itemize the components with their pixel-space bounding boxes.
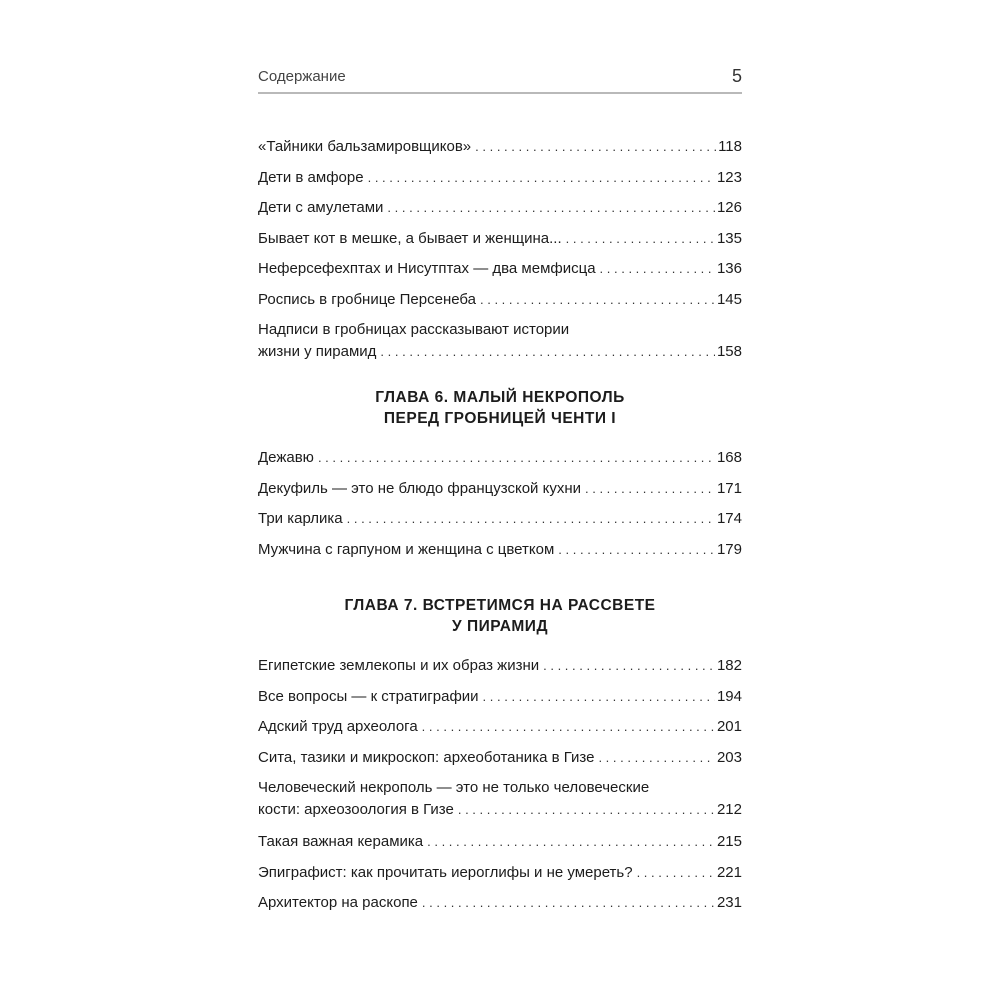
toc-entry-title: Бывает кот в мешке, а бывает и женщина... bbox=[258, 229, 562, 247]
toc-entry-title: Дети в амфоре bbox=[258, 168, 364, 186]
dot-leader bbox=[543, 655, 715, 677]
toc-entry bbox=[258, 228, 742, 259]
toc-entry bbox=[258, 716, 742, 747]
toc-entry bbox=[258, 319, 742, 363]
toc-entry-page: 118 bbox=[718, 138, 742, 155]
toc-entry-title: Три карлика bbox=[258, 510, 343, 527]
toc-entry bbox=[258, 777, 742, 821]
toc-entry bbox=[258, 136, 742, 167]
toc-entry-page: 179 bbox=[716, 540, 742, 558]
toc-entry-title: Мужчина с гарпуном и женщина с цветком bbox=[258, 540, 555, 558]
toc-entry-title: Декуфиль — это не блюдо французской кухни bbox=[258, 479, 581, 497]
toc-entry-page: 182 bbox=[716, 657, 742, 674]
dot-leader bbox=[558, 539, 715, 561]
toc-entry-title: Дети с амулетами bbox=[258, 199, 384, 216]
toc-entry-page: 203 bbox=[716, 748, 742, 766]
toc-entry-page: 201 bbox=[716, 718, 742, 735]
toc-entry-title-line1: Человеческий некрополь — это не только человеческие bbox=[258, 779, 650, 796]
toc-entry-title-line2: кости: археозоология в Гизе bbox=[258, 801, 454, 818]
toc-entry-title-line2: жизни у пирамид bbox=[258, 343, 377, 360]
toc-entry-page: 194 bbox=[716, 687, 742, 705]
chapter-heading-line1: ГЛАВА 6. МАЛЫЙ НЕКРОПОЛЬ bbox=[375, 389, 625, 406]
toc-entry-title: Неферсефехптах и Нисутптах — два мемфисца bbox=[258, 260, 596, 277]
toc-entry bbox=[258, 508, 742, 539]
chapter-heading-7 bbox=[258, 595, 742, 637]
toc-entry-line2 bbox=[258, 341, 742, 363]
dot-leader bbox=[380, 341, 715, 363]
running-title: Содержание bbox=[258, 68, 346, 85]
toc-entry-line2 bbox=[258, 799, 742, 821]
dot-leader bbox=[422, 892, 715, 914]
toc-entry-page: 126 bbox=[716, 199, 742, 216]
chapter-heading-line2: ПЕРЕД ГРОБНИЦЕЙ ЧЕНТИ I bbox=[383, 410, 617, 427]
dot-leader bbox=[318, 447, 715, 469]
toc-entry-title: Такая важная керамика bbox=[258, 833, 424, 850]
toc-entry bbox=[258, 892, 742, 923]
running-header bbox=[258, 62, 742, 94]
toc-entry-page: 145 bbox=[716, 290, 742, 308]
dot-leader bbox=[427, 831, 715, 853]
toc-entry-page: 158 bbox=[716, 343, 742, 360]
dot-leader bbox=[566, 228, 715, 250]
toc-entry-page: 136 bbox=[716, 260, 742, 277]
toc-entry-page: 135 bbox=[716, 229, 742, 247]
toc-entry-page: 174 bbox=[716, 510, 742, 527]
toc-entry bbox=[258, 197, 742, 228]
toc-entry-page: 168 bbox=[716, 449, 742, 466]
chapter-heading-6 bbox=[258, 387, 742, 429]
toc-entry bbox=[258, 831, 742, 862]
toc-entry bbox=[258, 539, 742, 570]
dot-leader bbox=[637, 862, 715, 884]
toc-entry bbox=[258, 747, 742, 778]
toc-section-chapter6 bbox=[258, 447, 742, 569]
toc-entry-title: Эпиграфист: как прочитать иероглифы и не умереть? bbox=[258, 863, 633, 881]
toc-page bbox=[258, 62, 742, 923]
toc-entry-title: Все вопросы — к стратиграфии bbox=[258, 687, 479, 705]
toc-entry bbox=[258, 862, 742, 893]
toc-entry-title: Архитектор на раскопе bbox=[258, 894, 418, 911]
dot-leader bbox=[422, 716, 715, 738]
toc-entry-title: Роспись в гробнице Персенеба bbox=[258, 290, 477, 308]
dot-leader bbox=[483, 686, 715, 708]
toc-entry bbox=[258, 686, 742, 717]
toc-section-intro bbox=[258, 136, 742, 363]
toc-entry bbox=[258, 289, 742, 320]
toc-entry-title-line1: Надписи в гробницах рассказывают истории bbox=[258, 321, 570, 338]
dot-leader bbox=[480, 289, 715, 311]
dot-leader bbox=[598, 747, 715, 769]
dot-leader bbox=[600, 258, 715, 280]
toc-entry bbox=[258, 655, 742, 686]
toc-entry-page: 171 bbox=[716, 479, 742, 497]
toc-entry-title: Сита, тазики и микроскоп: археоботаника в Гизе bbox=[258, 748, 595, 766]
toc-entry-title: «Тайники бальзамировщиков» bbox=[258, 138, 472, 155]
toc-entry-title: Египетские землекопы и их образ жизни bbox=[258, 657, 540, 674]
toc-entry-page: 231 bbox=[716, 894, 742, 911]
dot-leader bbox=[475, 136, 716, 158]
toc-entry-page: 212 bbox=[716, 801, 742, 818]
toc-entry-title: Дежавю bbox=[258, 449, 314, 466]
toc-entry bbox=[258, 167, 742, 198]
dot-leader bbox=[387, 197, 715, 219]
dot-leader bbox=[368, 167, 715, 189]
toc-section-chapter7 bbox=[258, 655, 742, 923]
toc-entry-page: 221 bbox=[716, 863, 742, 881]
dot-leader bbox=[347, 508, 715, 530]
toc-entry bbox=[258, 258, 742, 289]
dot-leader bbox=[458, 799, 715, 821]
toc-entry bbox=[258, 447, 742, 478]
dot-leader bbox=[585, 478, 715, 500]
toc-entry bbox=[258, 478, 742, 509]
toc-entry-page: 123 bbox=[716, 168, 742, 186]
toc-entry-title: Адский труд археолога bbox=[258, 718, 418, 735]
toc-entry-page: 215 bbox=[716, 833, 742, 850]
chapter-heading-line1: ГЛАВА 7. ВСТРЕТИМСЯ НА РАССВЕТЕ bbox=[344, 597, 656, 614]
chapter-heading-line2: У ПИРАМИД bbox=[452, 618, 548, 635]
page-number: 5 bbox=[731, 66, 742, 86]
